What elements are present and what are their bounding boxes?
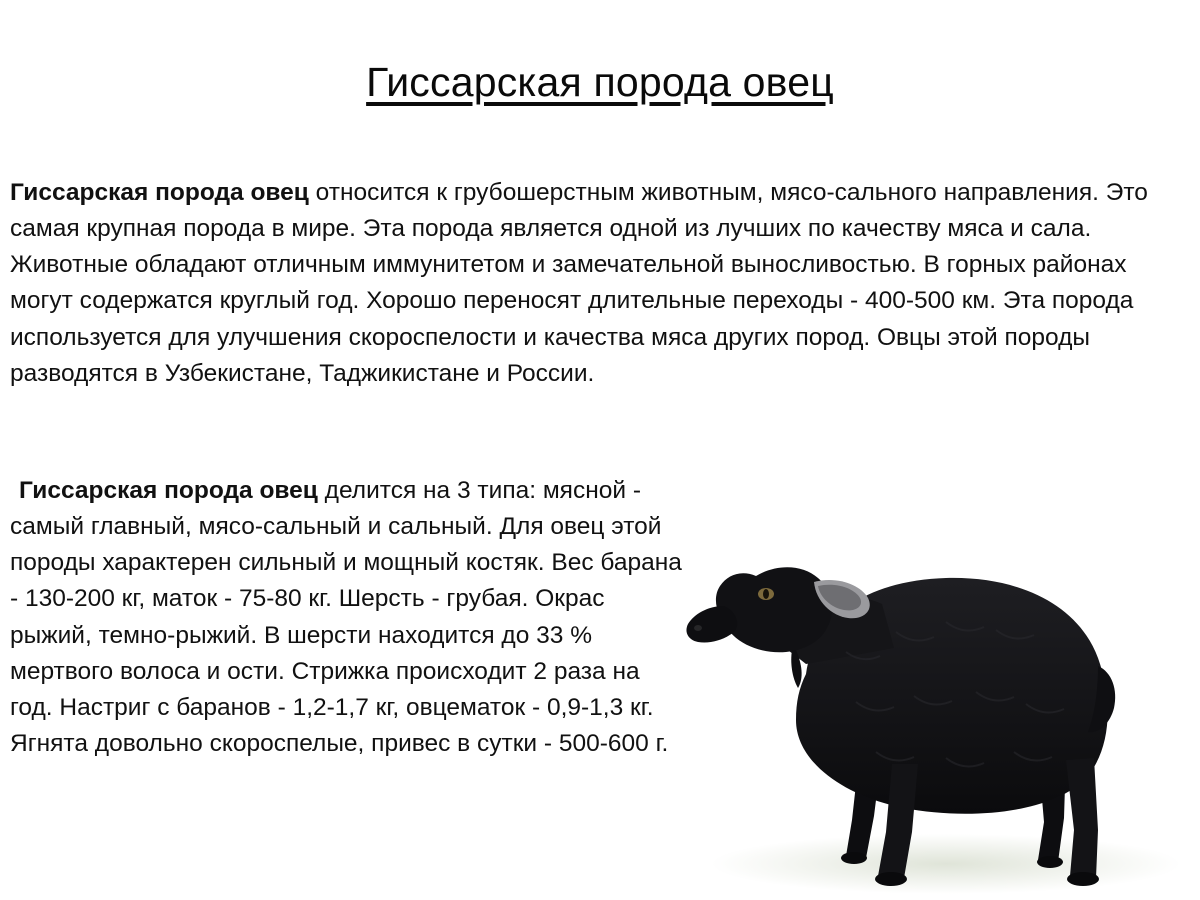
- paragraph-intro: [10, 175, 1190, 393]
- paragraph-intro-lead: Гиссарская порода овец: [10, 178, 309, 206]
- paragraph-types-text: делится на 3 типа: мясной - самый главный, мясо-сальный и сальный. Для овец этой породы характерен сильный и мощный костяк. Вес барана - 130-200 кг, маток - 75-80 кг. Шерсть - грубая. Окрас рыжий, темно-рыжий. В шерсти находится до 33 % мертвого волоса и ости. Стрижка происходит 2 раза на год. Настриг с баранов - 1,2-1,7 кг, овцематок - 0,9-1,3 кг. Ягнята довольно скороспелые, привес в сутки - 500-600 г.: [10, 476, 682, 758]
- paragraph-types: [10, 473, 682, 763]
- sheep-photo: [646, 452, 1200, 900]
- paragraph-intro-text: относится к грубошерстным животным, мясо-сального направления. Это самая крупная порода в мире. Эта порода является одной из лучших по качеству мяса и сала. Животные обладают отличным иммунитетом и замечательной выносливостью. В горных районах могут содержатся круглый год. Хорошо переносят длительные переходы - 400-500 км. Эта порода используется для улучшения скороспелости и качества мяса других пород. Овцы этой породы разводятся в Узбекистане, Таджикистане и России.: [10, 178, 1148, 387]
- paragraph-types-lead: Гиссарская порода овец: [19, 476, 318, 504]
- page-title: Гиссарская порода овец: [366, 59, 834, 105]
